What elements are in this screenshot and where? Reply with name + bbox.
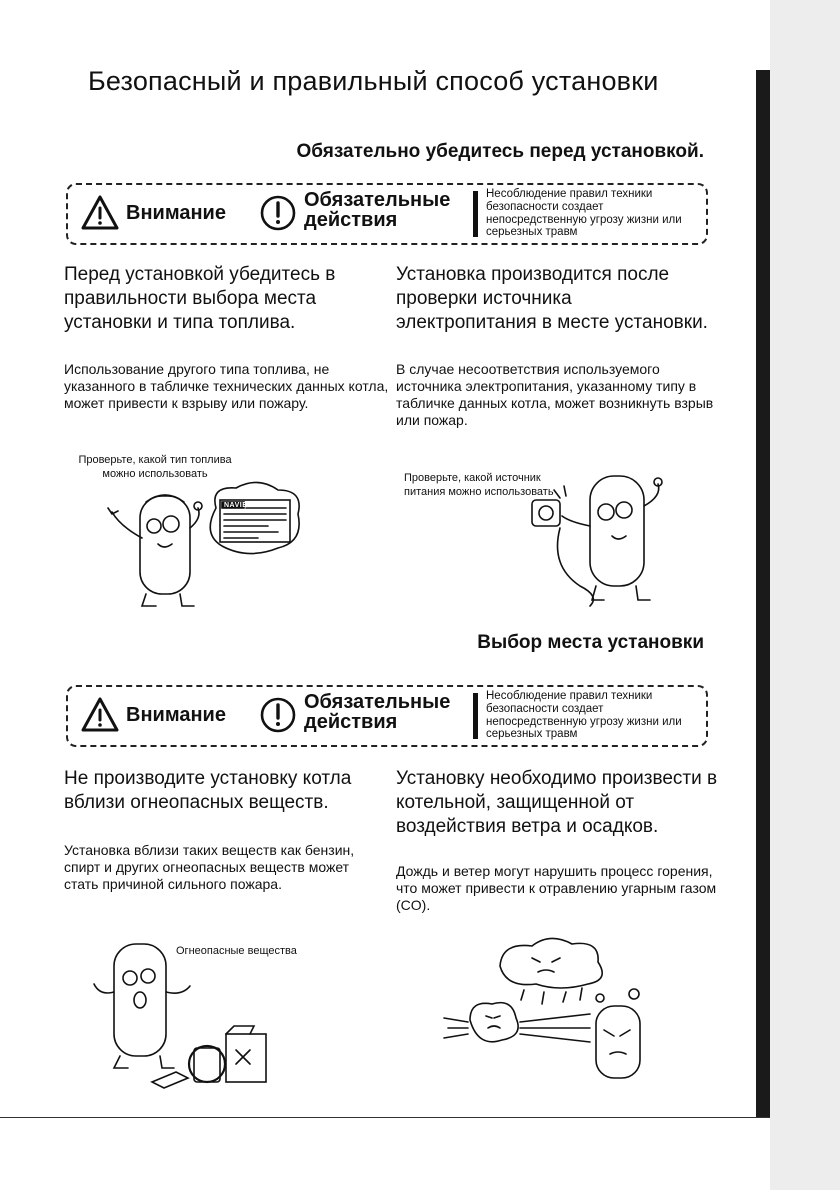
divider — [473, 693, 478, 739]
fuel-type-heading: Перед установкой убедитесь в правильности выбора места установки и типа топлива. — [64, 264, 336, 333]
flammables-body: Установка вблизи таких веществ как бензин, спирт и других огнеопасных веществ может стать причиной сильного пожара. — [64, 842, 355, 892]
divider — [473, 191, 478, 237]
side-tab-bar — [756, 70, 770, 1118]
wind-and-rain-illustration — [440, 936, 680, 1086]
boiler-room-body: Дождь и ветер могут нарушить процесс горения, что может привести к отравлению угарным газом (CO). — [396, 863, 717, 913]
flammables-caption: Огнеопасные вещества — [176, 945, 297, 957]
power-source-caption: Проверьте, какой источник питания можно использовать — [404, 472, 554, 498]
boiler-checking-plate-illustration — [98, 478, 304, 612]
boiler-near-flammables-illustration — [90, 936, 280, 1092]
bottom-rule — [0, 1117, 770, 1118]
warning-box — [66, 685, 708, 747]
power-source-body: В случае несоответствия используемого источника электропитания, указанному типу в табличке данных котла, может возникнуть взрыв или пожар. — [396, 361, 714, 428]
warning-notice-text: Несоблюдение правил техники безопасности создает непосредственную угрозу жизни или серьезных травм — [486, 188, 682, 239]
warning-notice-text: Несоблюдение правил техники безопасности создает непосредственную угрозу жизни или серьезных травм — [486, 690, 682, 741]
warning-triangle-icon — [80, 696, 120, 734]
page-title: Безопасный и правильный способ установки — [88, 66, 659, 96]
power-source-heading: Установка производится после проверки источника электропитания в месте установки. — [396, 264, 708, 333]
flammables-heading: Не производите установку котла вблизи огнеопасных веществ. — [64, 768, 352, 813]
section-heading-location: Выбор места установки — [477, 632, 704, 653]
attention-label: Внимание — [126, 704, 226, 726]
warning-box — [66, 183, 708, 245]
exclamation-circle-icon — [258, 193, 298, 233]
mandatory-actions-label: Обязательные действия — [304, 691, 451, 733]
boiler-checking-socket-illustration — [520, 466, 670, 612]
boiler-room-heading: Установку необходимо произвести в котельной, защищенной от воздействия ветра и осадков. — [396, 768, 718, 837]
section-heading-before-install: Обязательно убедитесь перед установкой. — [296, 141, 704, 162]
exclamation-circle-icon — [258, 695, 298, 735]
fuel-type-caption: Проверьте, какой тип топлива можно использовать — [78, 454, 232, 480]
mandatory-actions-label: Обязательные действия — [304, 189, 451, 231]
attention-label: Внимание — [126, 202, 226, 224]
plate-logo-text: NAVIEN — [224, 502, 253, 509]
side-margin-panel — [770, 0, 840, 1190]
warning-triangle-icon — [80, 194, 120, 232]
fuel-type-body: Использование другого типа топлива, не указанного в табличке технических данных котла, может привести к взрыву или пожару. — [64, 361, 389, 411]
